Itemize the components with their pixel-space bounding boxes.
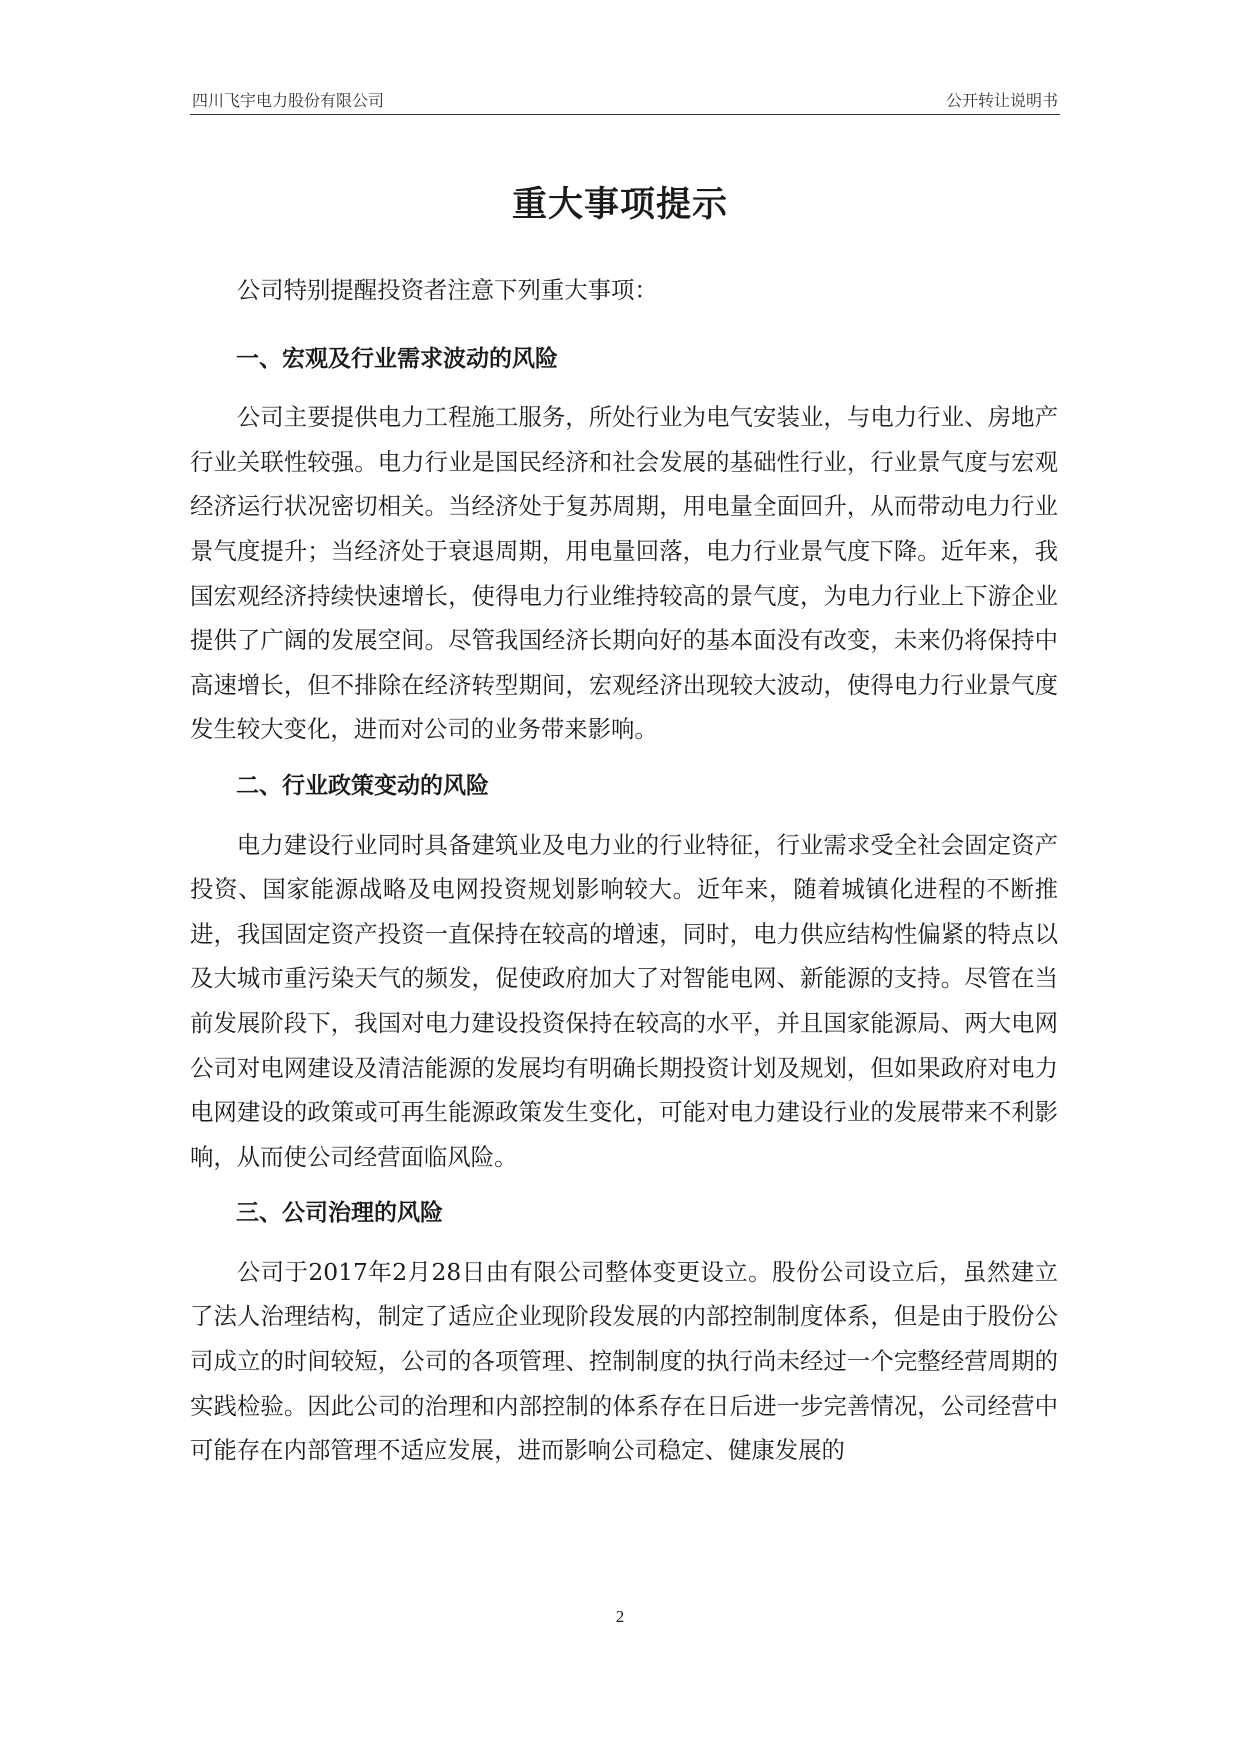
header-company-name: 四川飞宇电力股份有限公司 bbox=[192, 91, 385, 110]
section-body-policy-risk: 电力建设行业同时具备建筑业及电力业的行业特征，行业需求受全社会固定资产投资、国家能源战略及电网投资规划影响较大。近年来，随着城镇化进程的不断推进，我国固定资产投资一直保持在较高的增速，同时，电力供应结构性偏紧的特点以及大城市重污染天气的频发，促使政府加大了对智能电网、新能源的支持。尽管在当前发展阶段下，我国对电力建设投资保持在较高的水平，并且国家能源局、两大电网公司对电网建设及清洁能源的发展均有明确长期投资计划及规划，但如果政府对电力电网建设的政策或可再生能源政策发生变化，可能对电力建设行业的发展带来不利影响，从而使公司经营面临风险。 bbox=[190, 830, 1058, 1171]
section-body-macro-risk: 公司主要提供电力工程施工服务，所处行业为电气安装业，与电力行业、房地产行业关联性较强。电力行业是国民经济和社会发展的基础性行业，行业景气度与宏观经济运行状况密切相关。当经济处于复苏周期，用电量全面回升，从而带动电力行业景气度提升；当经济处于衰退周期，用电量回落，电力行业景气度下降。近年来，我国宏观经济持续快速增长，使得电力行业维持较高的景气度，为电力行业上下游企业提供了广阔的发展空间。尽管我国经济长期向好的基本面没有改变，未来仍将保持中高速增长，但不排除在经济转型期间，宏观经济出现较大波动，使得电力行业景气度发生较大变化，进而对公司的业务带来影响。 bbox=[190, 403, 1058, 744]
page-number: 2 bbox=[615, 1607, 625, 1626]
section-body-governance-risk: 公司于2017年2月28日由有限公司整体变更设立。股份公司设立后，虽然建立了法人治理结构，制定了适应企业现阶段发展的内部控制制度体系，但是由于股份公司成立的时间较短，公司的各项管理、控制制度的执行尚未经过一个完整经营周期的实践检验。因此公司的治理和内部控制的体系存在日后进一步完善情况，公司经营中可能存在内部管理不适应发展，进而影响公司稳定、健康发展的 bbox=[190, 1257, 1058, 1465]
header-document-type: 公开转让说明书 bbox=[945, 91, 1058, 110]
page-header bbox=[190, 86, 1060, 115]
section-heading-macro-risk: 一、宏观及行业需求波动的风险 bbox=[236, 345, 558, 372]
document-body bbox=[190, 268, 1058, 1473]
page-title: 重大事项提示 bbox=[511, 185, 728, 225]
section-heading-policy-risk: 二、行业政策变动的风险 bbox=[236, 772, 489, 799]
intro-paragraph: 公司特别提醒投资者注意下列重大事项： bbox=[236, 276, 658, 304]
section-heading-governance-risk: 三、公司治理的风险 bbox=[236, 1200, 443, 1227]
